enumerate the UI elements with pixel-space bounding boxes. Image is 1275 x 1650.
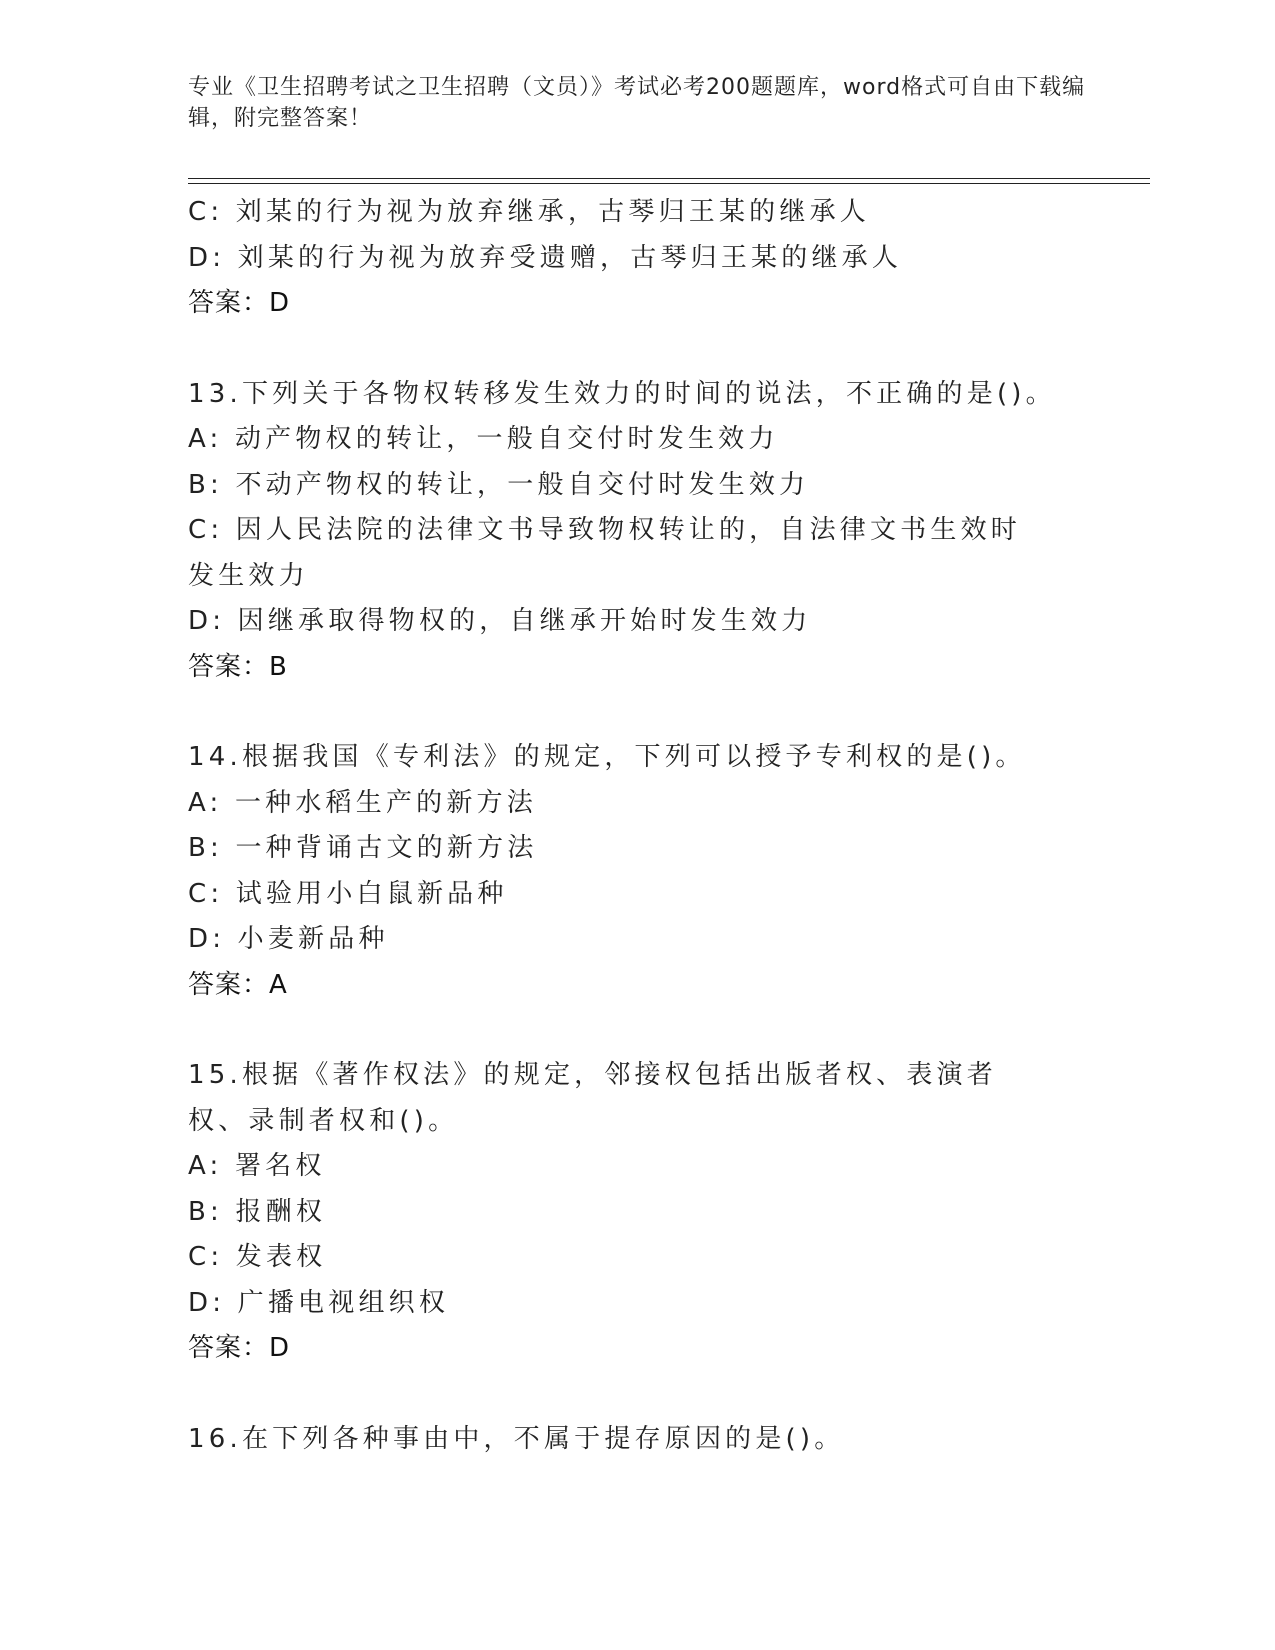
question-14 bbox=[188, 735, 1088, 1008]
page-header: 专业《卫生招聘考试之卫生招聘（文员）》考试必考200题题库，word格式可自由下载编辑，附完整答案！ bbox=[188, 75, 1086, 131]
answer-line: 答案：D bbox=[188, 1333, 291, 1363]
option-a: A: 署名权 bbox=[188, 1151, 326, 1181]
option-b: B: 报酬权 bbox=[188, 1196, 327, 1227]
question-text: 15.根据《著作权法》的规定，邻接权包括出版者权、表演者权、录制者权和()。 bbox=[188, 1060, 997, 1136]
option-a: A: 动产物权的转让，一般自交付时发生效力 bbox=[188, 424, 779, 454]
option-a: A: 一种水稻生产的新方法 bbox=[188, 787, 537, 818]
document-body bbox=[188, 190, 1088, 1462]
option-c: C: 因人民法院的法律文书导致物权转让的，自法律文书生效时发生效力 bbox=[188, 515, 1021, 591]
spacer bbox=[188, 690, 1088, 735]
question-12-continued bbox=[188, 190, 1088, 327]
option-d: D: 刘某的行为视为放弃受遗赠，古琴归王某的继承人 bbox=[188, 242, 903, 273]
option-d: D: 因继承取得物权的，自继承开始时发生效力 bbox=[188, 606, 812, 636]
option-c: C: 发表权 bbox=[188, 1242, 327, 1272]
option-c: C: 刘某的行为视为放弃继承，古琴归王某的继承人 bbox=[188, 197, 870, 227]
question-13 bbox=[188, 372, 1088, 691]
question-text: 14.根据我国《专利法》的规定，下列可以授予专利权的是()。 bbox=[188, 742, 1026, 772]
option-d: D: 小麦新品种 bbox=[188, 924, 389, 954]
option-c: C: 试验用小白鼠新品种 bbox=[188, 878, 508, 909]
answer-line: 答案：B bbox=[188, 651, 288, 682]
spacer bbox=[188, 1372, 1088, 1417]
option-b: B: 不动产物权的转让，一般自交付时发生效力 bbox=[188, 469, 810, 500]
header-rule-top bbox=[188, 178, 1150, 179]
option-b: B: 一种背诵古文的新方法 bbox=[188, 833, 538, 863]
question-15 bbox=[188, 1053, 1088, 1372]
option-d: D: 广播电视组织权 bbox=[188, 1287, 450, 1318]
answer-line: 答案：D bbox=[188, 288, 291, 318]
spacer bbox=[188, 1008, 1088, 1053]
question-16 bbox=[188, 1417, 1088, 1463]
answer-line: 答案：A bbox=[188, 969, 288, 1000]
question-text: 13.下列关于各物权转移发生效力的时间的说法，不正确的是()。 bbox=[188, 378, 1056, 409]
header-rule-bottom bbox=[188, 183, 1150, 184]
spacer bbox=[188, 327, 1088, 372]
question-text: 16.在下列各种事由中，不属于提存原因的是()。 bbox=[188, 1423, 845, 1454]
